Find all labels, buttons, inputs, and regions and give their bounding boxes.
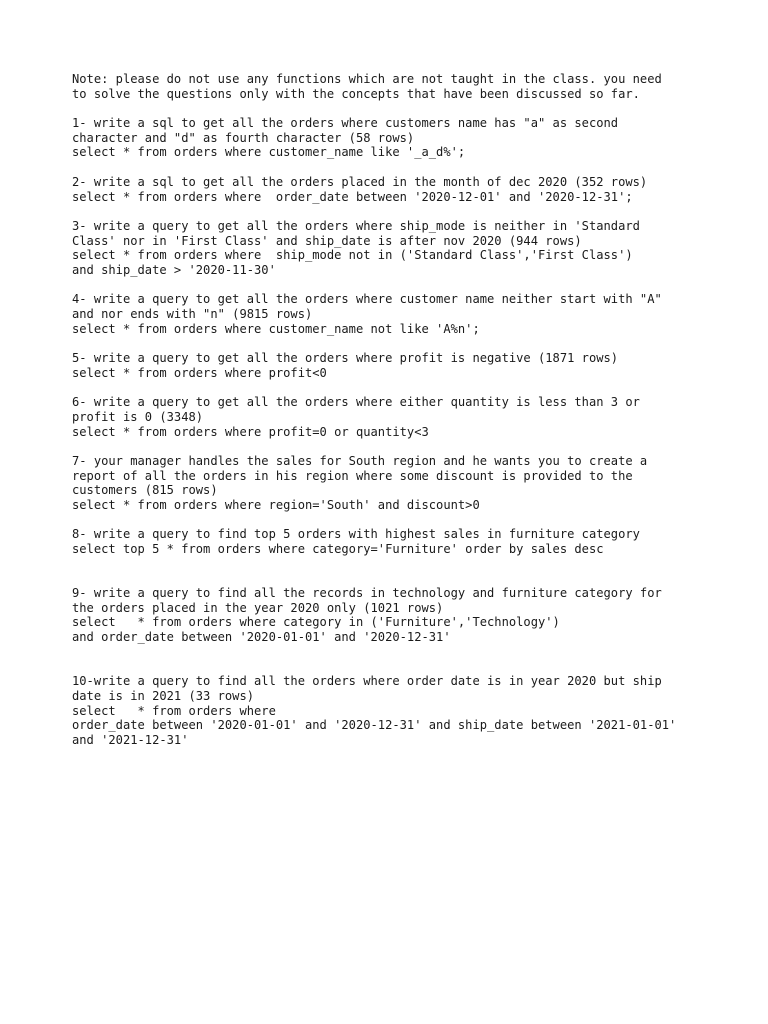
text-line: select * from orders where category in ('Furniture','Technology')	[72, 615, 560, 630]
blank-line	[72, 278, 712, 293]
text-line: to solve the questions only with the concepts that have been discussed so far.	[72, 86, 640, 101]
text-line: select * from orders where order_date between '2020-12-01' and '2020-12-31';	[72, 189, 633, 204]
text-line: select * from orders where region='South' and discount>0	[72, 497, 480, 512]
text-line: 10-write a query to find all the orders where order date is in year 2020 but ship	[72, 674, 662, 689]
text-line: 9- write a query to find all the records in technology and furniture category for	[72, 586, 662, 601]
blank-line	[72, 557, 712, 572]
text-line: select top 5 * from orders where category='Furniture' order by sales desc	[72, 542, 604, 556]
blank-line	[72, 380, 712, 395]
blank-line	[72, 571, 712, 586]
text-line: and '2021-12-31'	[72, 732, 189, 747]
text-line: Class' nor in 'First Class' and ship_date is after nov 2020 (944 rows)	[72, 233, 582, 248]
text-line: select * from orders where profit=0 or quantity<3	[72, 424, 429, 439]
text-line: select * from orders where customer_name like '_a_d%';	[72, 145, 466, 160]
text-line: 8- write a query to find top 5 orders with highest sales in furniture category	[72, 527, 640, 542]
text-line: and ship_date > '2020-11-30'	[72, 262, 276, 277]
text-line: 1- write a sql to get all the orders where customers name has "a" as second	[72, 116, 619, 131]
text-line: character and "d" as fourth character (58 rows)	[72, 130, 415, 145]
text-line: 3- write a query to get all the orders where ship_mode is neither in 'Standard	[72, 218, 640, 233]
blank-line	[72, 660, 712, 675]
text-line: date is in 2021 (33 rows)	[72, 688, 255, 703]
text-line: 2- write a sql to get all the orders placed in the month of dec 2020 (352 rows)	[72, 174, 648, 189]
blank-line	[72, 645, 712, 660]
text-line: order_date between '2020-01-01' and '2020-12-31' and ship_date between '2021-01-01'	[72, 718, 677, 733]
blank-line	[72, 513, 712, 528]
text-line: and order_date between '2020-01-01' and '2020-12-31'	[72, 630, 451, 645]
text-line: select * from orders where customer_name not like 'A%n';	[72, 321, 480, 336]
blank-line	[72, 204, 712, 219]
text-line: select * from orders where profit<0	[72, 365, 327, 380]
text-line: customers (815 rows)	[72, 483, 218, 498]
text-line: the orders placed in the year 2020 only (1021 rows)	[72, 600, 444, 615]
text-line: report of all the orders in his region where some discount is provided to the	[72, 468, 633, 483]
blank-line	[72, 439, 712, 454]
text-line: Note: please do not use any functions which are not taught in the class. you need	[72, 72, 662, 86]
text-line: 5- write a query to get all the orders where profit is negative (1871 rows)	[72, 351, 619, 366]
blank-line	[72, 101, 712, 116]
text-line: profit is 0 (3348)	[72, 409, 204, 424]
blank-line	[72, 160, 712, 175]
text-line: select * from orders where ship_mode not in ('Standard Class','First Class')	[72, 248, 633, 263]
text-line: 7- your manager handles the sales for South region and he wants you to create a	[72, 453, 648, 468]
text-line: 4- write a query to get all the orders where customer name neither start with "A"	[72, 292, 662, 307]
text-line: select * from orders where	[72, 703, 276, 718]
document-page	[72, 72, 712, 748]
blank-line	[72, 336, 712, 351]
text-line: and nor ends with "n" (9815 rows)	[72, 307, 313, 321]
text-line: 6- write a query to get all the orders where either quantity is less than 3 or	[72, 395, 640, 410]
